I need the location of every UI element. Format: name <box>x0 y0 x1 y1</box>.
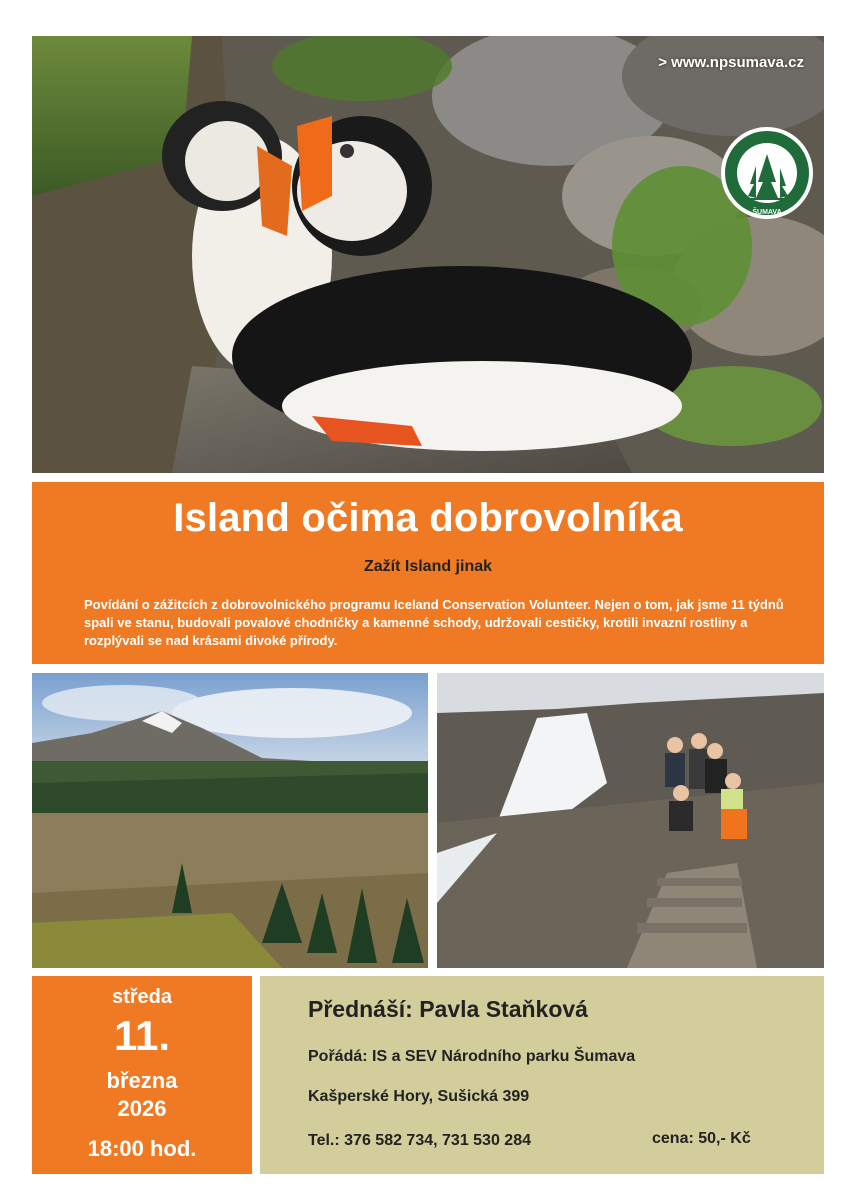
phone: Tel.: 376 582 734, 731 530 284 <box>308 1132 531 1149</box>
puffins-illustration <box>32 36 824 473</box>
title-band <box>32 482 824 664</box>
price: cena: 50,- Kč <box>652 1130 751 1147</box>
month: března <box>106 1068 178 1093</box>
address: Kašperské Hory, Sušická 399 <box>308 1088 530 1105</box>
event-title: Island očima dobrovolníka <box>173 496 683 540</box>
website-link[interactable]: > www.npsumava.cz <box>658 54 804 71</box>
year: 2026 <box>117 1096 167 1121</box>
weekday: středa <box>111 986 173 1008</box>
start-time: 18:00 hod. <box>87 1136 197 1161</box>
national-park-logo <box>720 126 814 220</box>
date-box <box>32 976 252 1174</box>
waterfall-volunteers-photo <box>437 673 824 968</box>
hero-photo-puffins <box>32 36 824 473</box>
organizer: Pořádá: IS a SEV Národního parku Šumava <box>308 1048 636 1065</box>
day-number: 11. <box>113 1012 171 1059</box>
event-description: Povídání o zážitcích z dobrovolnického programu Iceland Conservation Volunteer. Nejen o tom, jak jsme 11 týdnů spali ve stanu, budovali povalové chodníčky a kamenné schody, udržovali cestičky, krotili invazní rostliny a rozplývali se nad krásami divoké přírody. <box>84 597 784 648</box>
info-box <box>260 976 824 1174</box>
lecturer: Přednáší: Pavla Staňková <box>308 996 588 1022</box>
event-subtitle: Zažít Island jinak <box>363 558 493 575</box>
landscape-photo <box>32 673 428 968</box>
svg-text:ŠUMAVA: ŠUMAVA <box>752 209 782 216</box>
